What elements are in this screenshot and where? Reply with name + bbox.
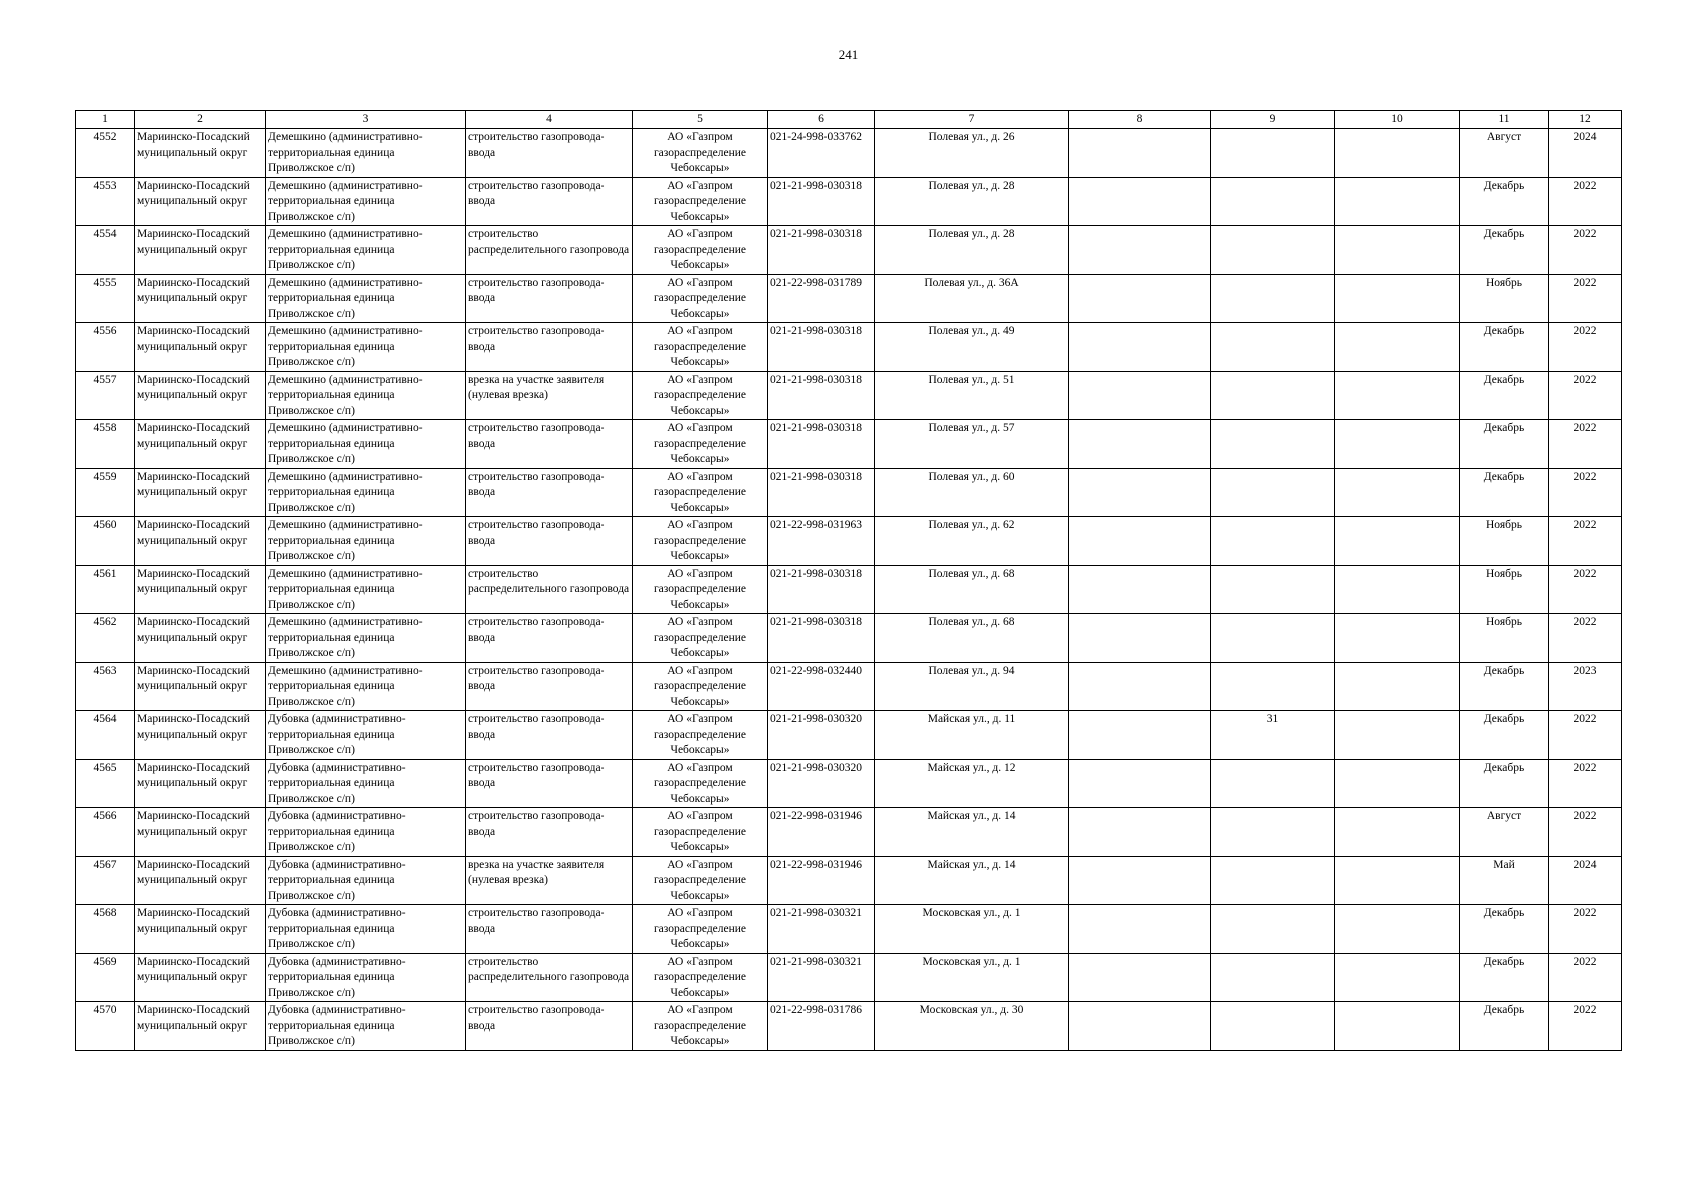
district-cell: Мариинско-Посадский муниципальный округ — [135, 614, 266, 663]
column-9-cell — [1211, 323, 1335, 372]
work-type-cell: строительство газопровода-ввода — [466, 614, 633, 663]
column-10-cell — [1335, 808, 1460, 857]
settlement-cell: Демешкино (административно-территориальная единица Приволжское с/п) — [266, 177, 466, 226]
row-number-cell: 4552 — [76, 129, 135, 178]
address-cell: Полевая ул., д. 49 — [875, 323, 1069, 372]
column-9-cell — [1211, 565, 1335, 614]
organization-cell: АО «Газпром газораспределение Чебоксары» — [633, 856, 768, 905]
year-cell: 2022 — [1549, 517, 1622, 566]
table-row — [76, 905, 1622, 954]
column-10-cell — [1335, 371, 1460, 420]
month-cell: Август — [1460, 808, 1549, 857]
table-row — [76, 662, 1622, 711]
column-8-cell — [1069, 1002, 1211, 1051]
organization-cell: АО «Газпром газораспределение Чебоксары» — [633, 711, 768, 760]
table-row — [76, 565, 1622, 614]
district-cell: Мариинско-Посадский муниципальный округ — [135, 323, 266, 372]
column-10-cell — [1335, 323, 1460, 372]
year-cell: 2023 — [1549, 662, 1622, 711]
application-code-cell: 021-21-998-030318 — [768, 468, 875, 517]
column-10-cell — [1335, 953, 1460, 1002]
year-cell: 2022 — [1549, 274, 1622, 323]
address-cell: Полевая ул., д. 57 — [875, 420, 1069, 469]
page-number: 241 — [838, 47, 859, 62]
district-cell: Мариинско-Посадский муниципальный округ — [135, 565, 266, 614]
column-10-cell — [1335, 274, 1460, 323]
address-cell: Майская ул., д. 11 — [875, 711, 1069, 760]
column-10-cell — [1335, 711, 1460, 760]
district-cell: Мариинско-Посадский муниципальный округ — [135, 129, 266, 178]
column-header-3: 3 — [266, 111, 466, 129]
organization-cell: АО «Газпром газораспределение Чебоксары» — [633, 129, 768, 178]
work-type-cell: строительство газопровода-ввода — [466, 808, 633, 857]
column-9-cell — [1211, 953, 1335, 1002]
settlement-cell: Демешкино (административно-территориальная единица Приволжское с/п) — [266, 323, 466, 372]
work-type-cell: строительство газопровода-ввода — [466, 711, 633, 760]
column-9-cell — [1211, 274, 1335, 323]
settlement-cell: Демешкино (административно-территориальная единица Приволжское с/п) — [266, 614, 466, 663]
settlement-cell: Демешкино (административно-территориальная единица Приволжское с/п) — [266, 662, 466, 711]
column-10-cell — [1335, 517, 1460, 566]
column-8-cell — [1069, 953, 1211, 1002]
application-code-cell: 021-21-998-030318 — [768, 371, 875, 420]
work-type-cell: строительство газопровода-ввода — [466, 177, 633, 226]
column-header-8: 8 — [1069, 111, 1211, 129]
table-row — [76, 614, 1622, 663]
application-code-cell: 021-22-998-031963 — [768, 517, 875, 566]
work-type-cell: строительство газопровода-ввода — [466, 323, 633, 372]
address-cell: Полевая ул., д. 62 — [875, 517, 1069, 566]
settlement-cell: Демешкино (административно-территориальная единица Приволжское с/п) — [266, 420, 466, 469]
address-cell: Московская ул., д. 1 — [875, 953, 1069, 1002]
settlement-cell: Дубовка (административно-территориальная единица Приволжское с/п) — [266, 759, 466, 808]
organization-cell: АО «Газпром газораспределение Чебоксары» — [633, 614, 768, 663]
year-cell: 2022 — [1549, 371, 1622, 420]
table-row — [76, 177, 1622, 226]
column-header-4: 4 — [466, 111, 633, 129]
row-number-cell: 4556 — [76, 323, 135, 372]
district-cell: Мариинско-Посадский муниципальный округ — [135, 662, 266, 711]
row-number-cell: 4560 — [76, 517, 135, 566]
column-9-cell — [1211, 1002, 1335, 1051]
year-cell: 2024 — [1549, 129, 1622, 178]
district-cell: Мариинско-Посадский муниципальный округ — [135, 226, 266, 275]
row-number-cell: 4557 — [76, 371, 135, 420]
organization-cell: АО «Газпром газораспределение Чебоксары» — [633, 1002, 768, 1051]
column-8-cell — [1069, 905, 1211, 954]
row-number-cell: 4567 — [76, 856, 135, 905]
month-cell: Декабрь — [1460, 177, 1549, 226]
organization-cell: АО «Газпром газораспределение Чебоксары» — [633, 517, 768, 566]
column-9-cell: 31 — [1211, 711, 1335, 760]
application-code-cell: 021-21-998-030320 — [768, 711, 875, 760]
table-row — [76, 1002, 1622, 1051]
table-row — [76, 711, 1622, 760]
row-number-cell: 4563 — [76, 662, 135, 711]
organization-cell: АО «Газпром газораспределение Чебоксары» — [633, 226, 768, 275]
application-code-cell: 021-24-998-033762 — [768, 129, 875, 178]
address-cell: Полевая ул., д. 36А — [875, 274, 1069, 323]
application-code-cell: 021-21-998-030318 — [768, 177, 875, 226]
settlement-cell: Демешкино (административно-территориальная единица Приволжское с/п) — [266, 226, 466, 275]
year-cell: 2022 — [1549, 711, 1622, 760]
column-9-cell — [1211, 468, 1335, 517]
column-8-cell — [1069, 662, 1211, 711]
work-type-cell: строительство распределительного газопровода — [466, 953, 633, 1002]
month-cell: Май — [1460, 856, 1549, 905]
table-row — [76, 517, 1622, 566]
column-8-cell — [1069, 274, 1211, 323]
work-type-cell: строительство распределительного газопровода — [466, 226, 633, 275]
work-type-cell: строительство газопровода-ввода — [466, 759, 633, 808]
column-8-cell — [1069, 177, 1211, 226]
address-cell: Полевая ул., д. 60 — [875, 468, 1069, 517]
organization-cell: АО «Газпром газораспределение Чебоксары» — [633, 905, 768, 954]
column-header-2: 2 — [135, 111, 266, 129]
year-cell: 2022 — [1549, 759, 1622, 808]
application-code-cell: 021-21-998-030318 — [768, 420, 875, 469]
column-header-7: 7 — [875, 111, 1069, 129]
column-number-header-row — [76, 111, 1622, 129]
application-code-cell: 021-21-998-030321 — [768, 953, 875, 1002]
work-type-cell: строительство распределительного газопровода — [466, 565, 633, 614]
row-number-cell: 4559 — [76, 468, 135, 517]
address-cell: Полевая ул., д. 94 — [875, 662, 1069, 711]
column-9-cell — [1211, 905, 1335, 954]
organization-cell: АО «Газпром газораспределение Чебоксары» — [633, 662, 768, 711]
application-code-cell: 021-22-998-031789 — [768, 274, 875, 323]
month-cell: Ноябрь — [1460, 614, 1549, 663]
organization-cell: АО «Газпром газораспределение Чебоксары» — [633, 274, 768, 323]
table-row — [76, 420, 1622, 469]
work-type-cell: строительство газопровода-ввода — [466, 517, 633, 566]
application-code-cell: 021-22-998-031946 — [768, 856, 875, 905]
table-row — [76, 808, 1622, 857]
column-9-cell — [1211, 759, 1335, 808]
month-cell: Декабрь — [1460, 1002, 1549, 1051]
district-cell: Мариинско-Посадский муниципальный округ — [135, 759, 266, 808]
organization-cell: АО «Газпром газораспределение Чебоксары» — [633, 808, 768, 857]
column-8-cell — [1069, 711, 1211, 760]
application-code-cell: 021-21-998-030318 — [768, 614, 875, 663]
column-8-cell — [1069, 808, 1211, 857]
column-9-cell — [1211, 856, 1335, 905]
column-9-cell — [1211, 177, 1335, 226]
settlement-cell: Дубовка (административно-территориальная единица Приволжское с/п) — [266, 905, 466, 954]
settlement-cell: Демешкино (административно-территориальная единица Приволжское с/п) — [266, 517, 466, 566]
column-10-cell — [1335, 565, 1460, 614]
column-8-cell — [1069, 129, 1211, 178]
month-cell: Ноябрь — [1460, 565, 1549, 614]
year-cell: 2022 — [1549, 614, 1622, 663]
address-cell: Полевая ул., д. 28 — [875, 177, 1069, 226]
application-code-cell: 021-22-998-031786 — [768, 1002, 875, 1051]
district-cell: Мариинско-Посадский муниципальный округ — [135, 517, 266, 566]
row-number-cell: 4565 — [76, 759, 135, 808]
column-9-cell — [1211, 808, 1335, 857]
column-10-cell — [1335, 905, 1460, 954]
row-number-cell: 4555 — [76, 274, 135, 323]
column-header-12: 12 — [1549, 111, 1622, 129]
table-row — [76, 468, 1622, 517]
organization-cell: АО «Газпром газораспределение Чебоксары» — [633, 565, 768, 614]
organization-cell: АО «Газпром газораспределение Чебоксары» — [633, 759, 768, 808]
organization-cell: АО «Газпром газораспределение Чебоксары» — [633, 953, 768, 1002]
organization-cell: АО «Газпром газораспределение Чебоксары» — [633, 323, 768, 372]
work-type-cell: строительство газопровода-ввода — [466, 662, 633, 711]
address-cell: Полевая ул., д. 68 — [875, 614, 1069, 663]
address-cell: Майская ул., д. 14 — [875, 808, 1069, 857]
work-type-cell: строительство газопровода-ввода — [466, 420, 633, 469]
district-cell: Мариинско-Посадский муниципальный округ — [135, 905, 266, 954]
year-cell: 2022 — [1549, 177, 1622, 226]
month-cell: Декабрь — [1460, 323, 1549, 372]
year-cell: 2022 — [1549, 226, 1622, 275]
work-type-cell: строительство газопровода-ввода — [466, 468, 633, 517]
row-number-cell: 4569 — [76, 953, 135, 1002]
application-code-cell: 021-21-998-030318 — [768, 226, 875, 275]
application-code-cell: 021-21-998-030320 — [768, 759, 875, 808]
settlement-cell: Демешкино (административно-территориальная единица Приволжское с/п) — [266, 129, 466, 178]
column-8-cell — [1069, 565, 1211, 614]
row-number-cell: 4553 — [76, 177, 135, 226]
district-cell: Мариинско-Посадский муниципальный округ — [135, 420, 266, 469]
gasification-register-table — [75, 110, 1622, 1051]
work-type-cell: строительство газопровода-ввода — [466, 905, 633, 954]
settlement-cell: Дубовка (административно-территориальная единица Приволжское с/п) — [266, 1002, 466, 1051]
address-cell: Московская ул., д. 1 — [875, 905, 1069, 954]
table-body — [76, 129, 1622, 1051]
month-cell: Ноябрь — [1460, 517, 1549, 566]
district-cell: Мариинско-Посадский муниципальный округ — [135, 953, 266, 1002]
district-cell: Мариинско-Посадский муниципальный округ — [135, 1002, 266, 1051]
address-cell: Полевая ул., д. 26 — [875, 129, 1069, 178]
column-8-cell — [1069, 420, 1211, 469]
row-number-cell: 4568 — [76, 905, 135, 954]
column-8-cell — [1069, 759, 1211, 808]
month-cell: Декабрь — [1460, 226, 1549, 275]
work-type-cell: врезка на участке заявителя (нулевая врезка) — [466, 371, 633, 420]
work-type-cell: строительство газопровода-ввода — [466, 1002, 633, 1051]
address-cell: Полевая ул., д. 51 — [875, 371, 1069, 420]
row-number-cell: 4561 — [76, 565, 135, 614]
district-cell: Мариинско-Посадский муниципальный округ — [135, 711, 266, 760]
application-code-cell: 021-21-998-030321 — [768, 905, 875, 954]
column-header-9: 9 — [1211, 111, 1335, 129]
address-cell: Полевая ул., д. 28 — [875, 226, 1069, 275]
settlement-cell: Демешкино (административно-территориальная единица Приволжское с/п) — [266, 565, 466, 614]
column-9-cell — [1211, 129, 1335, 178]
year-cell: 2022 — [1549, 468, 1622, 517]
month-cell: Декабрь — [1460, 711, 1549, 760]
column-9-cell — [1211, 662, 1335, 711]
column-header-6: 6 — [768, 111, 875, 129]
address-cell: Московская ул., д. 30 — [875, 1002, 1069, 1051]
column-header-1: 1 — [76, 111, 135, 129]
column-10-cell — [1335, 420, 1460, 469]
address-cell: Майская ул., д. 14 — [875, 856, 1069, 905]
column-9-cell — [1211, 420, 1335, 469]
month-cell: Декабрь — [1460, 953, 1549, 1002]
settlement-cell: Дубовка (административно-территориальная единица Приволжское с/п) — [266, 953, 466, 1002]
table-row — [76, 129, 1622, 178]
column-8-cell — [1069, 323, 1211, 372]
column-10-cell — [1335, 759, 1460, 808]
application-code-cell: 021-22-998-031946 — [768, 808, 875, 857]
row-number-cell: 4564 — [76, 711, 135, 760]
year-cell: 2022 — [1549, 323, 1622, 372]
column-9-cell — [1211, 614, 1335, 663]
settlement-cell: Дубовка (административно-территориальная единица Приволжское с/п) — [266, 711, 466, 760]
column-10-cell — [1335, 662, 1460, 711]
settlement-cell: Дубовка (административно-территориальная единица Приволжское с/п) — [266, 856, 466, 905]
column-8-cell — [1069, 226, 1211, 275]
column-10-cell — [1335, 614, 1460, 663]
district-cell: Мариинско-Посадский муниципальный округ — [135, 856, 266, 905]
month-cell: Декабрь — [1460, 468, 1549, 517]
month-cell: Декабрь — [1460, 905, 1549, 954]
settlement-cell: Дубовка (административно-территориальная единица Приволжское с/п) — [266, 808, 466, 857]
work-type-cell: врезка на участке заявителя (нулевая врезка) — [466, 856, 633, 905]
row-number-cell: 4562 — [76, 614, 135, 663]
column-10-cell — [1335, 226, 1460, 275]
settlement-cell: Демешкино (административно-территориальная единица Приволжское с/п) — [266, 371, 466, 420]
year-cell: 2022 — [1549, 1002, 1622, 1051]
month-cell: Декабрь — [1460, 759, 1549, 808]
year-cell: 2022 — [1549, 808, 1622, 857]
column-8-cell — [1069, 371, 1211, 420]
column-10-cell — [1335, 177, 1460, 226]
address-cell: Майская ул., д. 12 — [875, 759, 1069, 808]
table-row — [76, 226, 1622, 275]
organization-cell: АО «Газпром газораспределение Чебоксары» — [633, 468, 768, 517]
column-8-cell — [1069, 468, 1211, 517]
table-row — [76, 274, 1622, 323]
district-cell: Мариинско-Посадский муниципальный округ — [135, 274, 266, 323]
column-header-11: 11 — [1460, 111, 1549, 129]
organization-cell: АО «Газпром газораспределение Чебоксары» — [633, 371, 768, 420]
work-type-cell: строительство газопровода-ввода — [466, 129, 633, 178]
district-cell: Мариинско-Посадский муниципальный округ — [135, 468, 266, 517]
table-row — [76, 759, 1622, 808]
application-code-cell: 021-22-998-032440 — [768, 662, 875, 711]
table-row — [76, 371, 1622, 420]
month-cell: Декабрь — [1460, 420, 1549, 469]
year-cell: 2022 — [1549, 905, 1622, 954]
column-10-cell — [1335, 468, 1460, 517]
organization-cell: АО «Газпром газораспределение Чебоксары» — [633, 420, 768, 469]
month-cell: Август — [1460, 129, 1549, 178]
column-header-5: 5 — [633, 111, 768, 129]
column-8-cell — [1069, 614, 1211, 663]
column-8-cell — [1069, 856, 1211, 905]
settlement-cell: Демешкино (административно-территориальная единица Приволжское с/п) — [266, 468, 466, 517]
month-cell: Декабрь — [1460, 662, 1549, 711]
row-number-cell: 4554 — [76, 226, 135, 275]
table-row — [76, 953, 1622, 1002]
year-cell: 2022 — [1549, 420, 1622, 469]
row-number-cell: 4558 — [76, 420, 135, 469]
column-9-cell — [1211, 517, 1335, 566]
year-cell: 2024 — [1549, 856, 1622, 905]
table-row — [76, 323, 1622, 372]
district-cell: Мариинско-Посадский муниципальный округ — [135, 177, 266, 226]
month-cell: Декабрь — [1460, 371, 1549, 420]
application-code-cell: 021-21-998-030318 — [768, 565, 875, 614]
year-cell: 2022 — [1549, 953, 1622, 1002]
column-9-cell — [1211, 371, 1335, 420]
address-cell: Полевая ул., д. 68 — [875, 565, 1069, 614]
year-cell: 2022 — [1549, 565, 1622, 614]
column-header-10: 10 — [1335, 111, 1460, 129]
column-10-cell — [1335, 856, 1460, 905]
district-cell: Мариинско-Посадский муниципальный округ — [135, 808, 266, 857]
work-type-cell: строительство газопровода-ввода — [466, 274, 633, 323]
column-10-cell — [1335, 1002, 1460, 1051]
column-8-cell — [1069, 517, 1211, 566]
application-code-cell: 021-21-998-030318 — [768, 323, 875, 372]
settlement-cell: Демешкино (административно-территориальная единица Приволжское с/п) — [266, 274, 466, 323]
column-10-cell — [1335, 129, 1460, 178]
column-9-cell — [1211, 226, 1335, 275]
row-number-cell: 4566 — [76, 808, 135, 857]
organization-cell: АО «Газпром газораспределение Чебоксары» — [633, 177, 768, 226]
table-row — [76, 856, 1622, 905]
district-cell: Мариинско-Посадский муниципальный округ — [135, 371, 266, 420]
month-cell: Ноябрь — [1460, 274, 1549, 323]
row-number-cell: 4570 — [76, 1002, 135, 1051]
